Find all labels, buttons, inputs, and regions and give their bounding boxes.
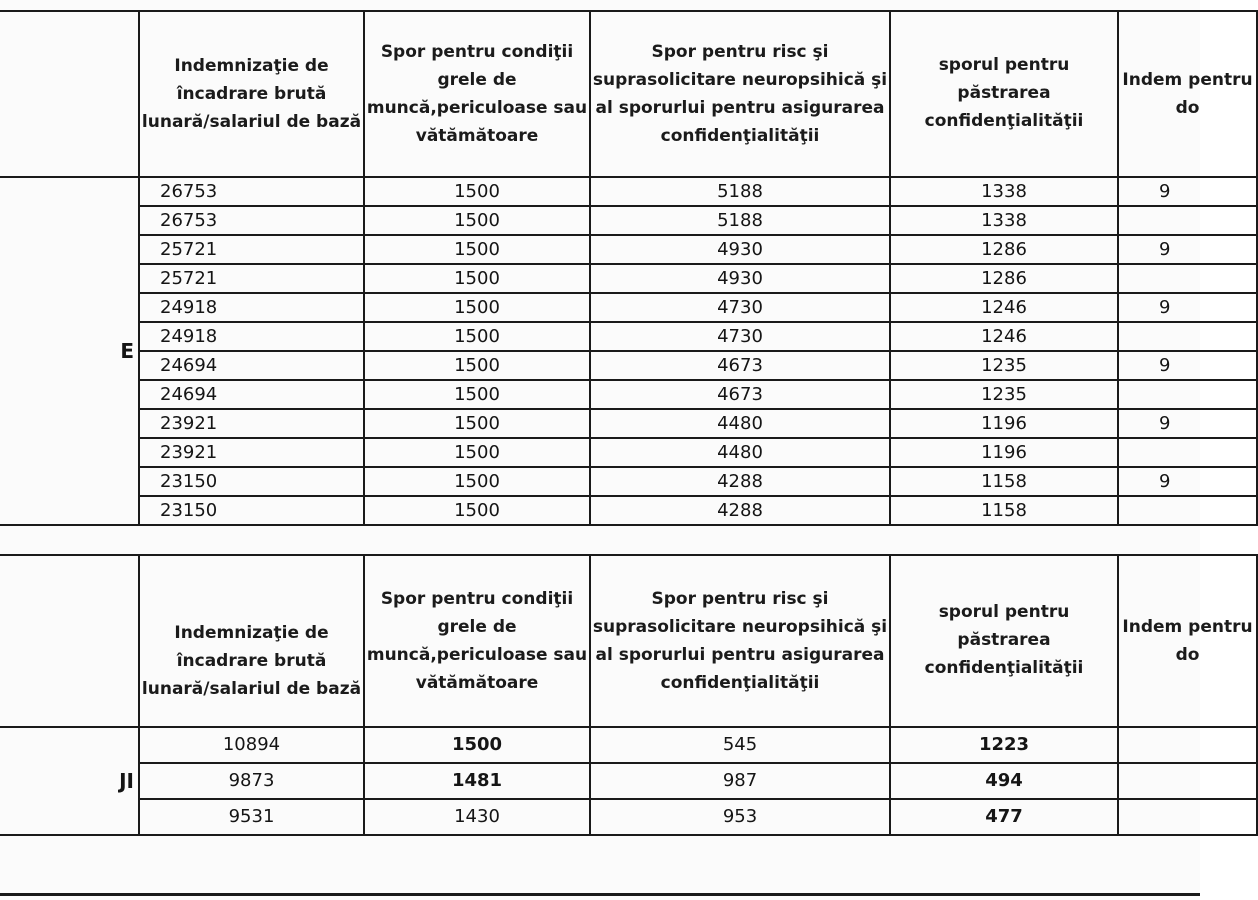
cell-hard-conditions: 1500 xyxy=(364,467,590,496)
table-1-header-row xyxy=(0,11,1257,177)
header-allowance-truncated: Indem pentru do xyxy=(1118,555,1257,727)
table-row xyxy=(0,293,1257,322)
cell-base-salary: 26753 xyxy=(139,177,364,206)
cell-allowance xyxy=(1118,380,1257,409)
cell-base-salary: 10894 xyxy=(139,727,364,763)
salary-table-2 xyxy=(0,554,1258,836)
header-confidentiality-bonus: sporul pentru păstrarea confidenţialităţii xyxy=(890,11,1118,177)
cell-allowance xyxy=(1118,763,1257,799)
cell-base-salary: 23150 xyxy=(139,467,364,496)
cell-risk: 953 xyxy=(590,799,890,835)
cell-risk: 4288 xyxy=(590,467,890,496)
cell-allowance xyxy=(1118,727,1257,763)
bottom-rule xyxy=(0,893,1200,896)
cell-hard-conditions: 1500 xyxy=(364,727,590,763)
row-group-label: E xyxy=(0,177,139,525)
cell-hard-conditions: 1500 xyxy=(364,438,590,467)
cell-allowance xyxy=(1118,496,1257,525)
cell-confidentiality: 494 xyxy=(890,763,1118,799)
cell-base-salary: 24694 xyxy=(139,380,364,409)
header-hard-conditions-bonus: Spor pentru condiţii grele de muncă,periculoase sau vătămătoare xyxy=(364,11,590,177)
cell-risk: 4730 xyxy=(590,293,890,322)
cell-risk: 4673 xyxy=(590,380,890,409)
cell-confidentiality: 1158 xyxy=(890,467,1118,496)
cell-risk: 4288 xyxy=(590,496,890,525)
cell-confidentiality: 1235 xyxy=(890,380,1118,409)
cell-risk: 4480 xyxy=(590,409,890,438)
cell-risk: 4930 xyxy=(590,264,890,293)
header-hard-conditions-bonus: Spor pentru condiţii grele de muncă,periculoase sau vătămătoare xyxy=(364,555,590,727)
table-2-header-row xyxy=(0,555,1257,727)
salary-table-1 xyxy=(0,10,1258,526)
cell-base-salary: 25721 xyxy=(139,235,364,264)
header-row-label-cell xyxy=(0,11,139,177)
table-row xyxy=(0,799,1257,835)
cell-hard-conditions: 1500 xyxy=(364,409,590,438)
cell-confidentiality: 1223 xyxy=(890,727,1118,763)
header-base-salary: Indemnizaţie de încadrare brută lunară/salariul de bază xyxy=(139,11,364,177)
cell-allowance: 9 xyxy=(1118,351,1257,380)
cell-hard-conditions: 1500 xyxy=(364,322,590,351)
cell-confidentiality: 1246 xyxy=(890,293,1118,322)
cell-base-salary: 23921 xyxy=(139,438,364,467)
cell-allowance: 9 xyxy=(1118,235,1257,264)
table-row xyxy=(0,380,1257,409)
cell-base-salary: 24918 xyxy=(139,293,364,322)
table-row xyxy=(0,206,1257,235)
cell-risk: 4480 xyxy=(590,438,890,467)
cell-risk: 987 xyxy=(590,763,890,799)
cell-allowance: 9 xyxy=(1118,409,1257,438)
cell-risk: 4730 xyxy=(590,322,890,351)
cell-base-salary: 24694 xyxy=(139,351,364,380)
cell-hard-conditions: 1500 xyxy=(364,496,590,525)
row-group-label: JI xyxy=(0,727,139,835)
cell-risk: 5188 xyxy=(590,206,890,235)
table-row xyxy=(0,496,1257,525)
cell-allowance xyxy=(1118,799,1257,835)
cell-risk: 545 xyxy=(590,727,890,763)
cell-allowance xyxy=(1118,438,1257,467)
table-row xyxy=(0,351,1257,380)
table-row xyxy=(0,235,1257,264)
cell-risk: 5188 xyxy=(590,177,890,206)
cell-allowance xyxy=(1118,322,1257,351)
cell-confidentiality: 1246 xyxy=(890,322,1118,351)
cell-confidentiality: 1158 xyxy=(890,496,1118,525)
cell-hard-conditions: 1500 xyxy=(364,206,590,235)
cell-base-salary: 9873 xyxy=(139,763,364,799)
table-row xyxy=(0,438,1257,467)
table-row xyxy=(0,727,1257,763)
header-risk-bonus: Spor pentru risc şi suprasolicitare neuropsihică şi al sporurlui pentru asigurarea confidenţialităţii xyxy=(590,555,890,727)
table-row xyxy=(0,264,1257,293)
cell-base-salary: 26753 xyxy=(139,206,364,235)
cell-allowance: 9 xyxy=(1118,177,1257,206)
header-row-label-cell xyxy=(0,555,139,727)
cell-base-salary: 23150 xyxy=(139,496,364,525)
cell-base-salary: 24918 xyxy=(139,322,364,351)
table-row xyxy=(0,763,1257,799)
cell-hard-conditions: 1500 xyxy=(364,380,590,409)
header-confidentiality-bonus: sporul pentru păstrarea confidenţialităţii xyxy=(890,555,1118,727)
cell-hard-conditions: 1500 xyxy=(364,293,590,322)
cell-confidentiality: 1235 xyxy=(890,351,1118,380)
cell-allowance: 9 xyxy=(1118,293,1257,322)
table-row xyxy=(0,409,1257,438)
cell-risk: 4673 xyxy=(590,351,890,380)
cell-confidentiality: 477 xyxy=(890,799,1118,835)
cell-hard-conditions: 1481 xyxy=(364,763,590,799)
cell-hard-conditions: 1500 xyxy=(364,351,590,380)
cell-confidentiality: 1286 xyxy=(890,264,1118,293)
cell-hard-conditions: 1500 xyxy=(364,177,590,206)
cell-confidentiality: 1196 xyxy=(890,438,1118,467)
header-base-salary: Indemnizaţie de încadrare brută lunară/salariul de bază xyxy=(139,555,364,727)
table-row xyxy=(0,322,1257,351)
cell-allowance xyxy=(1118,264,1257,293)
header-allowance-truncated: Indem pentru do xyxy=(1118,11,1257,177)
cell-hard-conditions: 1430 xyxy=(364,799,590,835)
table-row xyxy=(0,177,1257,206)
header-risk-bonus: Spor pentru risc şi suprasolicitare neuropsihică şi al sporurlui pentru asigurarea confidenţialităţii xyxy=(590,11,890,177)
cell-confidentiality: 1338 xyxy=(890,177,1118,206)
cell-base-salary: 23921 xyxy=(139,409,364,438)
cell-hard-conditions: 1500 xyxy=(364,235,590,264)
cell-base-salary: 9531 xyxy=(139,799,364,835)
cell-allowance: 9 xyxy=(1118,467,1257,496)
cell-allowance xyxy=(1118,206,1257,235)
cell-hard-conditions: 1500 xyxy=(364,264,590,293)
cell-confidentiality: 1196 xyxy=(890,409,1118,438)
table-row xyxy=(0,467,1257,496)
cell-confidentiality: 1286 xyxy=(890,235,1118,264)
cell-confidentiality: 1338 xyxy=(890,206,1118,235)
cell-base-salary: 25721 xyxy=(139,264,364,293)
cell-risk: 4930 xyxy=(590,235,890,264)
